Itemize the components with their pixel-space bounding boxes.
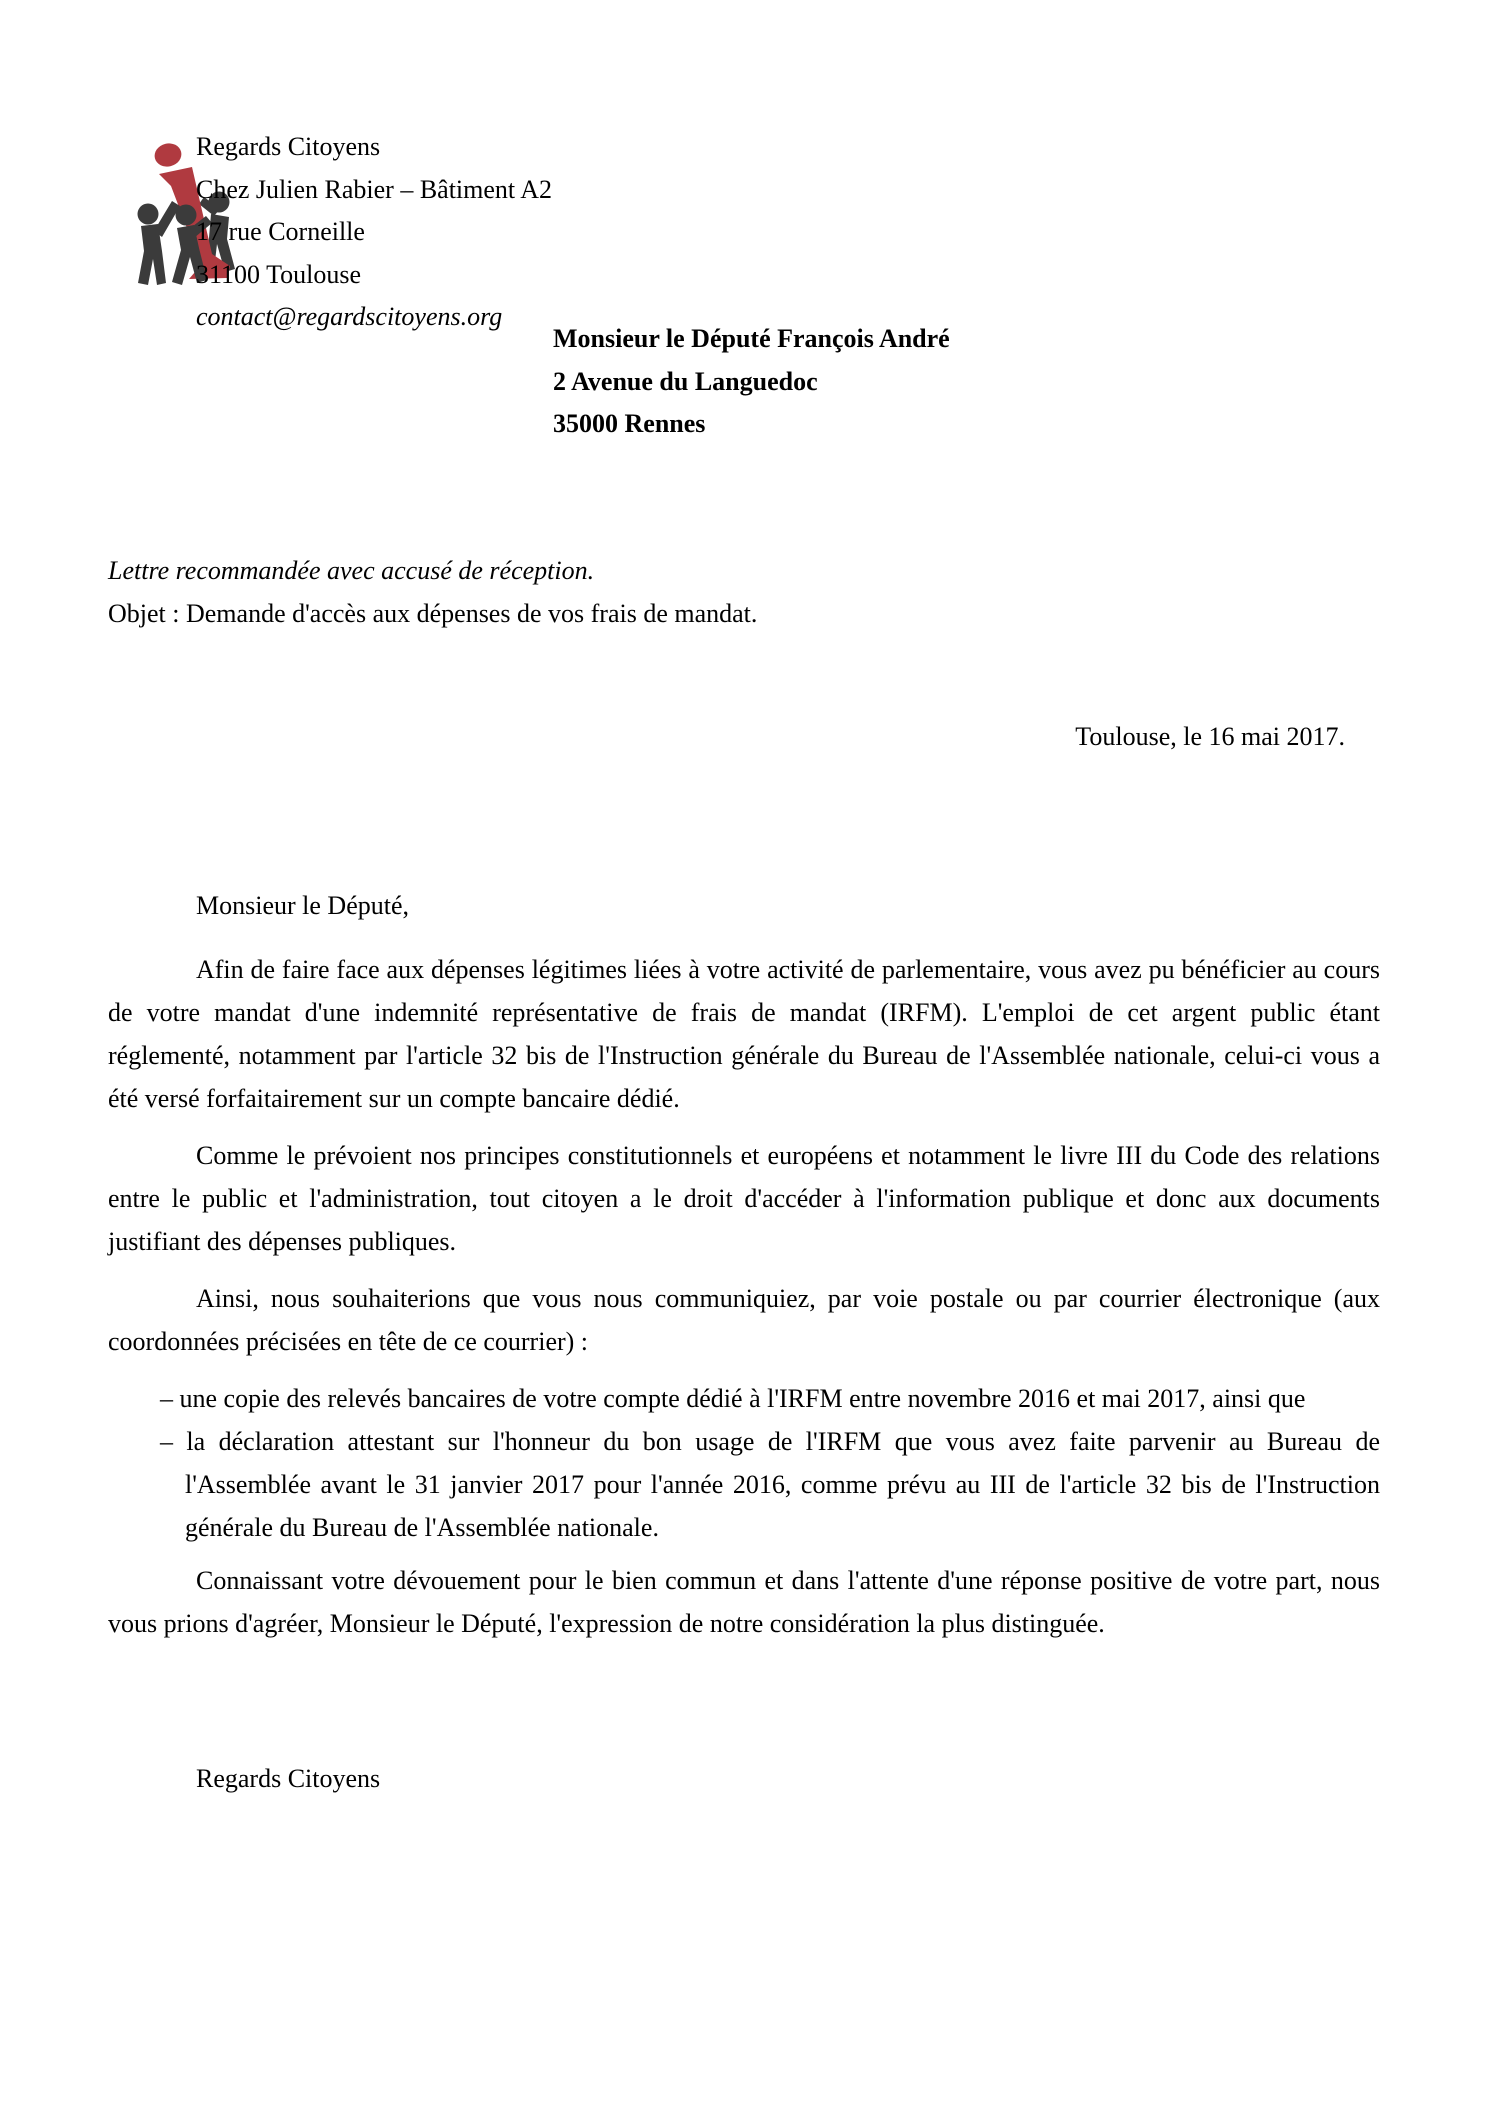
salutation: Monsieur le Député, <box>196 891 410 920</box>
list-item-declaration: – la déclaration attestant sur l'honneur du bon usage de l'IRFM que vous avez faite parvenir au Bureau de l'Assemblée avant le 31 janvier 2017 pour l'année 2016, comme prévu au III de l'article 32 bis de l'Instruction générale du Bureau de l'Assemblée nationale. <box>160 1427 1380 1542</box>
letter-body <box>108 884 1380 1800</box>
closing-paragraph: Connaissant votre dévouement pour le bien commun et dans l'attente d'une réponse positive de votre part, nous vous prions d'agréer, Monsieur le Député, l'expression de notre considération la plus distinguée. <box>108 1566 1380 1638</box>
registered-mail-line: Lettre recommandée avec accusé de réception. <box>108 556 595 585</box>
recipient-address <box>553 318 950 446</box>
recipient-address-line1: 2 Avenue du Languedoc <box>553 366 818 396</box>
signature: Regards Citoyens <box>196 1764 381 1793</box>
sender-address <box>196 126 552 339</box>
sender-email: contact@regardscitoyens.org <box>196 302 503 331</box>
dateline: Toulouse, le 16 mai 2017. <box>1075 722 1345 751</box>
subject-line: Objet : Demande d'accès aux dépenses de vos frais de mandat. <box>108 599 758 628</box>
sender-address-line3: 31100 Toulouse <box>196 259 362 289</box>
reference-block <box>108 549 757 635</box>
recipient-address-line2: 35000 Rennes <box>553 409 706 438</box>
recipient-name: Monsieur le Député François André <box>553 324 950 353</box>
sender-name: Regards Citoyens <box>196 132 381 161</box>
sender-address-line1: Chez Julien Rabier – Bâtiment A2 <box>196 174 552 204</box>
requested-documents-list <box>108 1377 1380 1549</box>
paragraph-irfm-intro: Afin de faire face aux dépenses légitimes liées à votre activité de parlementaire, vous avez pu bénéficier au cours de votre mandat d'une indemnité représentative de frais de mandat (IRFM). L'emploi de cet argent public étant réglementé, notamment par l'article 32 bis de l'Instruction générale du Bureau de l'Assemblée nationale, celui-ci vous a été versé forfaitairement sur un compte bancaire dédié. <box>108 955 1380 1113</box>
paragraph-legal-basis: Comme le prévoient nos principes constitutionnels et européens et notamment le livre III du Code des relations entre le public et l'administration, tout citoyen a le droit d'accéder à l'information publique et donc aux documents justifiant des dépenses publiques. <box>108 1141 1380 1256</box>
list-item-bank-statements: – une copie des relevés bancaires de votre compte dédié à l'IRFM entre novembre 2016 et mai 2017, ainsi que <box>160 1384 1306 1413</box>
sender-address-line2: 17 rue Corneille <box>196 217 365 246</box>
paragraph-request: Ainsi, nous souhaiterions que vous nous communiquiez, par voie postale ou par courrier électronique (aux coordonnées précisées en tête de ce courrier) : <box>108 1284 1380 1356</box>
